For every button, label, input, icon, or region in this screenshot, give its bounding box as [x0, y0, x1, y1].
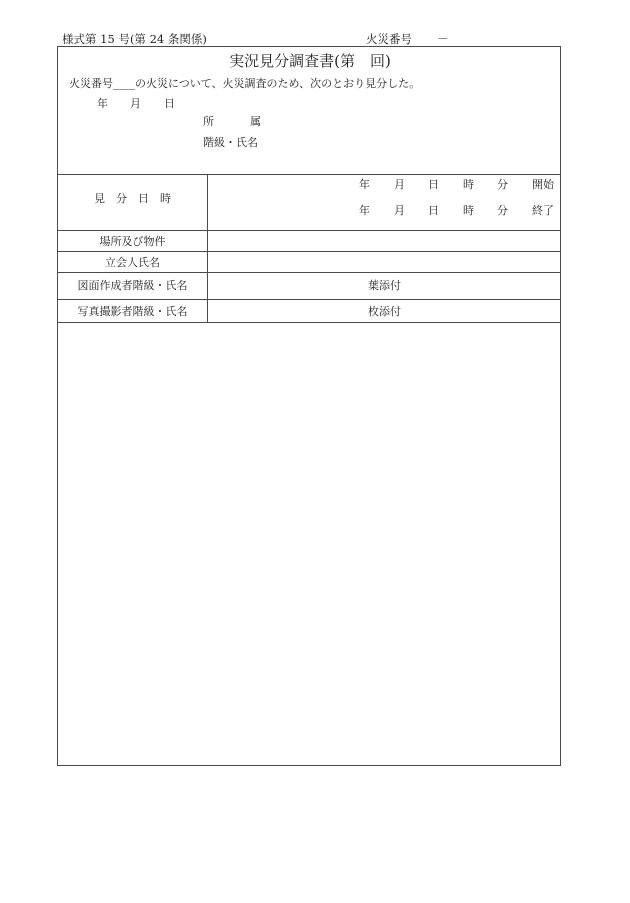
form-frame [57, 46, 561, 766]
start-day: 日 [428, 178, 439, 191]
affiliation-label-b: 属 [250, 115, 261, 128]
drawing-sheets-attached: 葉添付 [368, 279, 401, 292]
form-title: 実況見分調査書(第 回) [229, 52, 391, 70]
date-month: 月 [130, 97, 141, 110]
inspection-time-label: 見 分 日 時 [94, 192, 171, 205]
fire-number-dash: － [437, 32, 449, 46]
row-line-3 [58, 272, 560, 273]
end-hour: 時 [463, 204, 474, 217]
start-hour: 時 [463, 178, 474, 191]
start-minute: 分 [497, 178, 508, 191]
row-line-4 [58, 299, 560, 300]
intro-line [69, 75, 420, 91]
witness-label: 立会人氏名 [105, 256, 160, 269]
start-year: 年 [359, 178, 370, 191]
drawing-author-label: 図面作成者階級・氏名 [77, 279, 188, 292]
end-day: 日 [428, 204, 439, 217]
end-label: 終了 [532, 204, 554, 217]
start-month: 月 [394, 178, 405, 191]
row-line-1 [58, 230, 560, 231]
rank-name-label: 階級・氏名 [203, 136, 258, 149]
intro-suffix: の火災について、火災調査のため、次のとおり見分した。 [135, 77, 421, 90]
description-area [58, 323, 561, 765]
column-divider [207, 174, 208, 322]
end-month: 月 [394, 204, 405, 217]
affiliation-label-a: 所 [203, 115, 214, 128]
date-day: 日 [164, 97, 175, 110]
form-reference: 様式第 15 号(第 24 条関係) [62, 32, 207, 46]
fire-number-label: 火災番号 [366, 32, 412, 46]
intro-prefix: 火災番号 [69, 77, 113, 90]
row-line-2 [58, 251, 560, 252]
table-top-line [58, 174, 560, 175]
end-minute: 分 [497, 204, 508, 217]
end-year: 年 [359, 204, 370, 217]
photos-attached: 枚添付 [368, 305, 401, 318]
place-label: 場所及び物件 [99, 235, 166, 248]
start-label: 開始 [532, 178, 554, 191]
intro-blank: ____ [113, 77, 135, 90]
photographer-label: 写真撮影者階級・氏名 [77, 305, 188, 318]
date-year: 年 [97, 97, 108, 110]
